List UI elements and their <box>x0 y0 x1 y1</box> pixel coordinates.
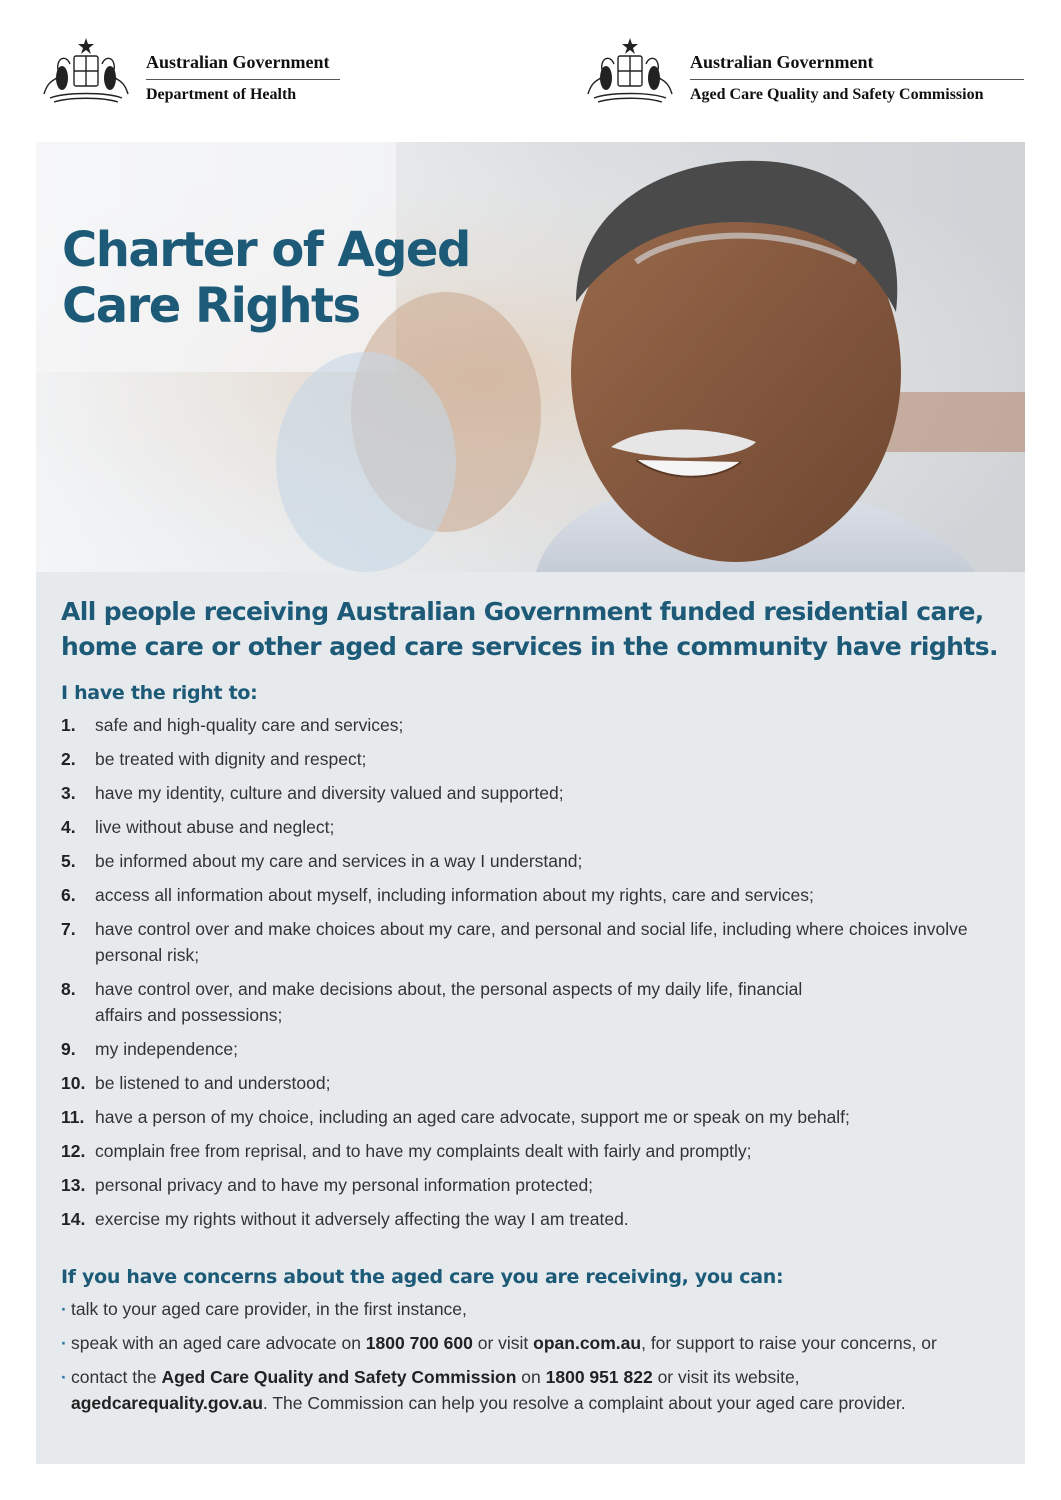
item-text: exercise my rights without it adversely affecting the way I am treated. <box>95 1209 629 1229</box>
logo-government-text: Australian Government <box>146 52 340 80</box>
item-text: be treated with dignity and respect; <box>95 749 367 769</box>
lead-statement: All people receiving Australian Government funded residential care, home care or other aged care services in the community have rights. <box>61 597 998 661</box>
list-item <box>61 1036 1011 1062</box>
logo-department-text: Department of Health <box>146 86 297 103</box>
aged-care-commission-logo <box>580 34 1024 112</box>
item-number: 6. <box>61 885 76 905</box>
item-number: 10. <box>61 1073 86 1093</box>
item-text: safe and high-quality care and services; <box>95 715 404 735</box>
list-item <box>61 916 1011 968</box>
list-item <box>61 780 1011 806</box>
concern-text: , for support to raise your concerns, or <box>641 1333 937 1353</box>
concern-text: . The Commission can help you resolve a complaint about your aged care provider. <box>262 1393 906 1413</box>
list-item <box>61 1104 1011 1130</box>
concern-text: contact the <box>71 1367 162 1387</box>
item-text: be listened to and understood; <box>95 1073 331 1093</box>
rights-list <box>61 712 1011 1240</box>
list-item <box>61 1172 1011 1198</box>
bullet-icon: · <box>61 1367 67 1387</box>
list-item <box>61 1138 1011 1164</box>
concerns-heading: If you have concerns about the aged care you are receiving, you can: <box>61 1266 784 1288</box>
rights-heading: I have the right to: <box>61 682 258 704</box>
department-of-health-logo <box>36 34 340 112</box>
concern-text: talk to your aged care provider, in the first instance, <box>71 1299 467 1319</box>
list-item <box>61 1070 1011 1096</box>
coat-of-arms-icon <box>36 34 136 112</box>
concerns-list <box>61 1296 1021 1424</box>
coat-of-arms-icon <box>580 34 680 112</box>
bullet-icon: · <box>61 1299 67 1319</box>
item-number: 11. <box>61 1107 85 1127</box>
list-item <box>61 848 1011 874</box>
item-text: my independence; <box>95 1039 239 1059</box>
item-number: 9. <box>61 1039 76 1059</box>
rights-panel <box>36 572 1025 1464</box>
item-number: 4. <box>61 817 76 837</box>
list-item <box>61 712 1011 738</box>
item-number: 3. <box>61 783 76 803</box>
item-text: have control over and make choices about my care, and personal and social life, including where choices involve personal risk; <box>95 919 968 965</box>
item-number: 13. <box>61 1175 86 1195</box>
item-number: 5. <box>61 851 76 871</box>
hero-photo-smiling-elderly-man <box>36 142 1025 572</box>
advocate-phone-number: 1800 700 600 <box>365 1333 473 1353</box>
commission-name: Aged Care Quality and Safety Commission <box>161 1367 517 1387</box>
item-text: have control over, and make decisions about, the personal aspects of my daily life, financial affairs and possessions; <box>95 979 803 1025</box>
item-text: be informed about my care and services in a way I understand; <box>95 851 583 871</box>
item-text: access all information about myself, including information about my rights, care and services; <box>95 885 814 905</box>
page-title: Charter of Aged Care Rights <box>62 222 470 334</box>
header <box>0 0 1061 140</box>
item-number: 14. <box>61 1209 86 1229</box>
item-text: have my identity, culture and diversity valued and supported; <box>95 783 564 803</box>
item-text: live without abuse and neglect; <box>95 817 335 837</box>
logo-department-text: Aged Care Quality and Safety Commission <box>690 86 984 103</box>
item-text: personal privacy and to have my personal information protected; <box>95 1175 594 1195</box>
list-item <box>61 1364 1001 1416</box>
item-number: 7. <box>61 919 76 939</box>
list-item <box>61 882 1011 908</box>
item-number: 12. <box>61 1141 86 1161</box>
bullet-icon: · <box>61 1333 67 1353</box>
hero-banner <box>36 142 1025 572</box>
item-number: 1. <box>61 715 76 735</box>
concern-text: on <box>516 1367 546 1387</box>
concern-text: or visit its website, <box>652 1367 800 1387</box>
list-item <box>61 1296 1021 1322</box>
concern-text: speak with an aged care advocate on <box>71 1333 366 1353</box>
item-number: 8. <box>61 979 76 999</box>
list-item <box>61 814 1011 840</box>
commission-website-link[interactable]: agedcarequality.gov.au <box>71 1393 263 1413</box>
item-text: have a person of my choice, including an aged care advocate, support me or speak on my behalf; <box>95 1107 850 1127</box>
item-text: complain free from reprisal, and to have my complaints dealt with fairly and promptly; <box>95 1141 752 1161</box>
logo-government-text: Australian Government <box>690 52 1024 80</box>
list-item <box>61 1330 1021 1356</box>
list-item <box>61 746 1011 772</box>
commission-phone-number: 1800 951 822 <box>545 1367 653 1387</box>
opan-website-link[interactable]: opan.com.au <box>533 1333 642 1353</box>
concern-text: or visit <box>472 1333 534 1353</box>
list-item <box>61 976 835 1028</box>
item-number: 2. <box>61 749 76 769</box>
list-item <box>61 1206 1011 1232</box>
